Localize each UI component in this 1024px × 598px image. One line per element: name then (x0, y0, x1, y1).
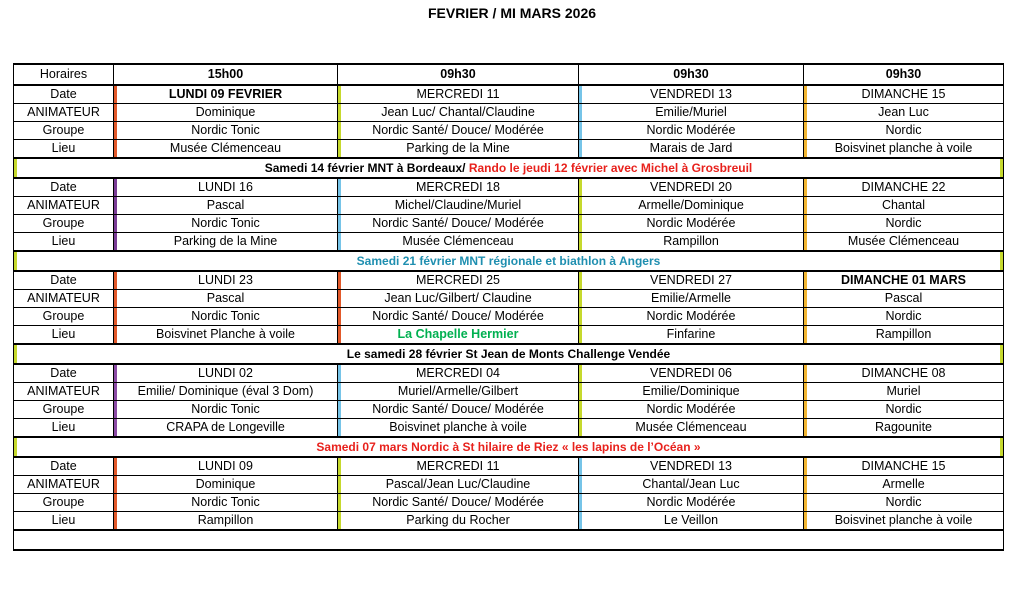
row-label-animateur: ANIMATEUR (14, 476, 114, 494)
event-banner-text: Samedi 07 mars Nordic à St hilaire de Riez « les lapins de l’Océan » (316, 439, 701, 454)
event-banner-row (14, 158, 1004, 178)
cell-animateur: Jean Luc/Gilbert/ Claudine (338, 290, 579, 308)
schedule-row-date (14, 85, 1004, 104)
schedule-row-groupe (14, 215, 1004, 233)
cell-lieu: CRAPA de Longeville (114, 419, 338, 438)
page-title: FEVRIER / MI MARS 2026 (427, 5, 597, 21)
cell-groupe: Nordic Modérée (579, 401, 804, 419)
cell-lieu: Parking de la Mine (114, 233, 338, 252)
cell-groupe: Nordic Tonic (114, 122, 338, 140)
cell-groupe: Nordic (804, 401, 1004, 419)
schedule-table (13, 63, 1004, 551)
cell-lieu: Rampillon (579, 233, 804, 252)
cell-groupe: Nordic Tonic (114, 494, 338, 512)
cell-date: MERCREDI 25 (338, 271, 579, 290)
cell-date: LUNDI 23 (114, 271, 338, 290)
cell-lieu: Musée Clémenceau (579, 419, 804, 438)
cell-animateur: Armelle/Dominique (579, 197, 804, 215)
cell-date: DIMANCHE 15 (804, 85, 1004, 104)
schedule-row-animateur (14, 290, 1004, 308)
event-banner-row (14, 344, 1004, 364)
cell-animateur: Dominique (114, 104, 338, 122)
schedule-row-groupe (14, 401, 1004, 419)
cell-animateur: Jean Luc (804, 104, 1004, 122)
cell-lieu: Rampillon (804, 326, 1004, 345)
row-label-lieu: Lieu (14, 233, 114, 252)
cell-animateur: Pascal/Jean Luc/Claudine (338, 476, 579, 494)
schedule-row-groupe (14, 494, 1004, 512)
schedule-row-date (14, 457, 1004, 476)
time-header: 09h30 (804, 64, 1004, 85)
event-banner-text-extra: Rando le jeudi 12 février avec Michel à Grosbreuil (465, 160, 753, 175)
cell-date: DIMANCHE 15 (804, 457, 1004, 476)
cell-groupe: Nordic (804, 308, 1004, 326)
row-label-date: Date (14, 457, 114, 476)
cell-groupe: Nordic Tonic (114, 401, 338, 419)
cell-groupe: Nordic Santé/ Douce/ Modérée (338, 494, 579, 512)
cell-date: DIMANCHE 08 (804, 364, 1004, 383)
row-label-groupe: Groupe (14, 215, 114, 233)
cell-date: VENDREDI 20 (579, 178, 804, 197)
row-label-date: Date (14, 364, 114, 383)
schedule-row-animateur (14, 104, 1004, 122)
row-label-date: Date (14, 85, 114, 104)
schedule-row-lieu (14, 512, 1004, 531)
schedule-row-lieu (14, 419, 1004, 438)
cell-lieu: Musée Clémenceau (114, 140, 338, 159)
cell-groupe: Nordic Tonic (114, 308, 338, 326)
cell-groupe: Nordic Modérée (579, 494, 804, 512)
schedule-row-lieu (14, 233, 1004, 252)
row-label-groupe: Groupe (14, 122, 114, 140)
cell-date: MERCREDI 18 (338, 178, 579, 197)
schedule-row-date (14, 271, 1004, 290)
cell-date: DIMANCHE 22 (804, 178, 1004, 197)
cell-animateur: Emilie/Dominique (579, 383, 804, 401)
row-label-date: Date (14, 178, 114, 197)
schedule-row-groupe (14, 122, 1004, 140)
time-header: 09h30 (579, 64, 804, 85)
row-label-lieu: Lieu (14, 140, 114, 159)
cell-animateur: Emilie/Armelle (579, 290, 804, 308)
cell-lieu: Parking du Rocher (338, 512, 579, 531)
cell-groupe: Nordic (804, 122, 1004, 140)
row-label-groupe: Groupe (14, 308, 114, 326)
cell-lieu: Boisvinet planche à voile (338, 419, 579, 438)
cell-animateur: Chantal (804, 197, 1004, 215)
cell-date: VENDREDI 13 (579, 85, 804, 104)
row-label-lieu: Lieu (14, 419, 114, 438)
cell-groupe: Nordic Modérée (579, 215, 804, 233)
horaires-label: Horaires (14, 64, 114, 85)
cell-lieu: Marais de Jard (579, 140, 804, 159)
event-banner (14, 437, 1004, 457)
cell-animateur: Armelle (804, 476, 1004, 494)
event-banner-row (14, 251, 1004, 271)
schedule-row-date (14, 178, 1004, 197)
cell-lieu: Finfarine (579, 326, 804, 345)
cell-groupe: Nordic Modérée (579, 308, 804, 326)
cell-lieu: Musée Clémenceau (338, 233, 579, 252)
schedule-row-lieu (14, 140, 1004, 159)
row-label-animateur: ANIMATEUR (14, 290, 114, 308)
cell-groupe: Nordic Modérée (579, 122, 804, 140)
cell-date: LUNDI 09 (114, 457, 338, 476)
cell-lieu: Rampillon (114, 512, 338, 531)
row-label-animateur: ANIMATEUR (14, 197, 114, 215)
cell-lieu: Musée Clémenceau (804, 233, 1004, 252)
event-banner-text: Samedi 14 février MNT à Bordeaux/ (264, 160, 466, 175)
event-banner (14, 344, 1004, 364)
cell-groupe: Nordic Santé/ Douce/ Modérée (338, 308, 579, 326)
cell-groupe: Nordic Tonic (114, 215, 338, 233)
cell-lieu: Ragounite (804, 419, 1004, 438)
cell-animateur: Chantal/Jean Luc (579, 476, 804, 494)
cell-animateur: Emilie/Muriel (579, 104, 804, 122)
empty-footer-cell (14, 530, 1004, 550)
cell-date: VENDREDI 13 (579, 457, 804, 476)
time-header: 09h30 (338, 64, 579, 85)
cell-animateur: Pascal (114, 290, 338, 308)
cell-lieu: Parking de la Mine (338, 140, 579, 159)
cell-lieu: La Chapelle Hermier (338, 326, 579, 345)
cell-animateur: Dominique (114, 476, 338, 494)
cell-date: VENDREDI 06 (579, 364, 804, 383)
cell-lieu: Boisvinet planche à voile (804, 140, 1004, 159)
cell-groupe: Nordic (804, 494, 1004, 512)
cell-animateur: Michel/Claudine/Muriel (338, 197, 579, 215)
cell-date: DIMANCHE 01 MARS (804, 271, 1004, 290)
cell-groupe: Nordic Santé/ Douce/ Modérée (338, 401, 579, 419)
cell-lieu: Boisvinet planche à voile (804, 512, 1004, 531)
cell-animateur: Muriel (804, 383, 1004, 401)
cell-groupe: Nordic Santé/ Douce/ Modérée (338, 122, 579, 140)
cell-animateur: Pascal (804, 290, 1004, 308)
empty-footer-row (14, 530, 1004, 550)
schedule-row-animateur (14, 476, 1004, 494)
cell-lieu: Boisvinet Planche à voile (114, 326, 338, 345)
row-label-animateur: ANIMATEUR (14, 383, 114, 401)
cell-groupe: Nordic Santé/ Douce/ Modérée (338, 215, 579, 233)
cell-groupe: Nordic (804, 215, 1004, 233)
event-banner-row (14, 437, 1004, 457)
schedule-row-animateur (14, 383, 1004, 401)
header-row (14, 64, 1004, 85)
event-banner (14, 251, 1004, 271)
cell-lieu: Le Veillon (579, 512, 804, 531)
cell-date: LUNDI 16 (114, 178, 338, 197)
cell-date: VENDREDI 27 (579, 271, 804, 290)
cell-date: MERCREDI 11 (338, 457, 579, 476)
time-header: 15h00 (114, 64, 338, 85)
cell-date: LUNDI 02 (114, 364, 338, 383)
event-banner (14, 158, 1004, 178)
row-label-lieu: Lieu (14, 512, 114, 531)
event-banner-text: Le samedi 28 février St Jean de Monts Challenge Vendée (346, 346, 671, 361)
schedule-row-groupe (14, 308, 1004, 326)
schedule-row-animateur (14, 197, 1004, 215)
row-label-lieu: Lieu (14, 326, 114, 345)
schedule-row-date (14, 364, 1004, 383)
event-banner-text: Samedi 21 février MNT régionale et biathlon à Angers (356, 253, 661, 268)
cell-animateur: Emilie/ Dominique (éval 3 Dom) (114, 383, 338, 401)
cell-date: LUNDI 09 FEVRIER (114, 85, 338, 104)
schedule-row-lieu (14, 326, 1004, 345)
cell-animateur: Jean Luc/ Chantal/Claudine (338, 104, 579, 122)
row-label-animateur: ANIMATEUR (14, 104, 114, 122)
cell-date: MERCREDI 04 (338, 364, 579, 383)
row-label-date: Date (14, 271, 114, 290)
row-label-groupe: Groupe (14, 494, 114, 512)
row-label-groupe: Groupe (14, 401, 114, 419)
cell-date: MERCREDI 11 (338, 85, 579, 104)
cell-animateur: Pascal (114, 197, 338, 215)
cell-animateur: Muriel/Armelle/Gilbert (338, 383, 579, 401)
